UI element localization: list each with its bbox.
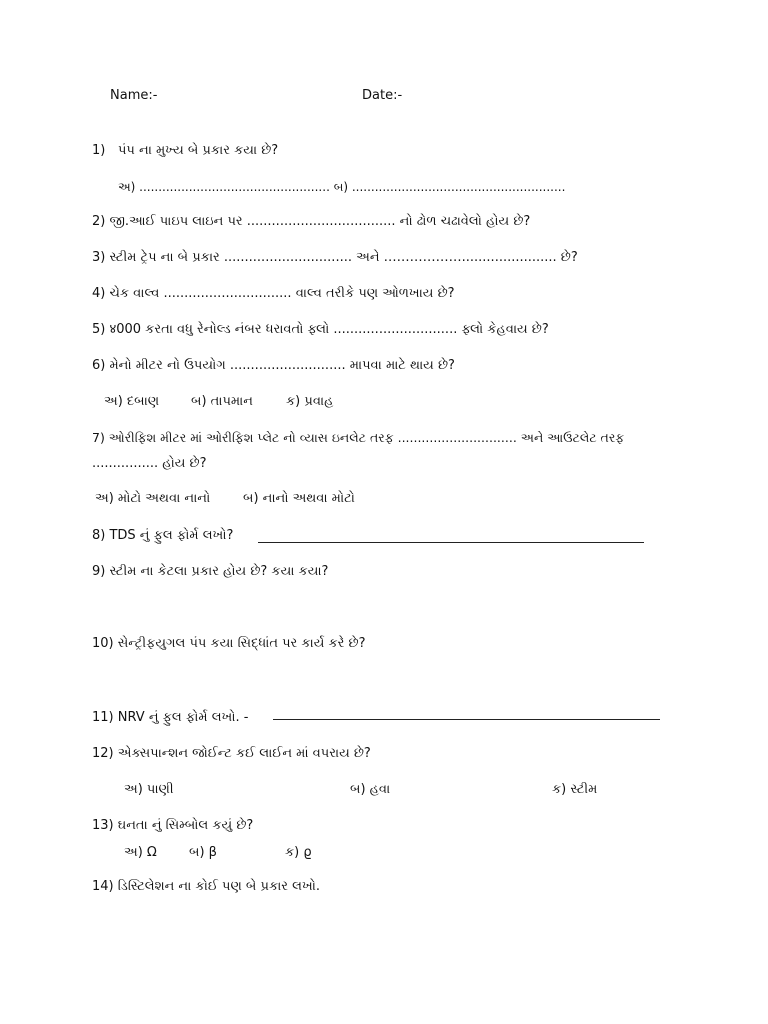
question-12-option-c: ક) સ્ટીમ — [552, 782, 598, 797]
question-10-text: 10) સેન્ટ્રીફયુગલ પંપ કયા સિદ્ધાંત પર કાર્ય કરે છે? — [92, 636, 366, 651]
name-label: Name:- — [110, 88, 158, 103]
question-8-text: 8) TDS નું ફુલ ફોર્મ લખો? — [92, 528, 234, 543]
question-13-option-b: બ) β — [189, 845, 217, 860]
question-8-answer-line — [258, 542, 644, 543]
question-5-text: 5) ४000 કરતા વધુ રેનોલ્ડ નંબર ધરાવતો ફ્લો .............................. ફ્લો કેહવાય છે? — [92, 322, 549, 337]
question-7-text-line-1: 7) ઓરીફિશ મીટર માં ઓરીફિશ પ્લેટ નો વ્યાસ ઇનલેટ તરફ .............................. અને આઉટલેટ તરફ — [92, 430, 625, 445]
question-11-text: 11) NRV નું ફુલ ફોર્મ લખો. - — [92, 710, 249, 725]
question-7-text-line-2: ................ હોય છે? — [92, 456, 207, 471]
question-2-text: 2) જી.આઈ પાઇપ લાઇન પર .................................... નો ઢોળ ચઢાવેલો હોય છે? — [92, 214, 531, 229]
question-9-text: 9) સ્ટીમ ના કેટલા પ્રકાર હોય છે? કયા કયા? — [92, 564, 329, 579]
question-6-option-c: ક) પ્રવાહ — [286, 394, 334, 409]
question-7-option-a: અ) મોટો અથવા નાનો — [95, 491, 211, 506]
question-6-text: 6) મેનો મીટર નો ઉપયોગ ............................ માપવા માટે થાય છે? — [92, 358, 455, 373]
question-1-options: અ) .................................................. બ) ........................................................ — [118, 180, 566, 194]
question-4-text: 4) ચેક વાલ્વ ............................... વાલ્વ તરીકે પણ ઓળખાય છે? — [92, 286, 455, 301]
question-1-number: 1) — [92, 143, 106, 158]
question-13-option-c: ક) ϱ — [285, 845, 312, 860]
question-3-text: 3) સ્ટીમ ટ્રેપ ના બે પ્રકાર ............................... અને ………………....................... છે? — [92, 250, 578, 265]
question-12-text: 12) એક્સપાન્શન જોઈન્ટ કઈ લાઈન માં વપરાય છે? — [92, 746, 371, 761]
question-6-option-a: અ) દબાણ — [104, 394, 160, 409]
question-1-text: પંપ ના મુખ્ય બે પ્રકાર કયા છે? — [118, 143, 279, 158]
question-7-option-b: બ) નાનો અથવા મોટો — [243, 491, 355, 506]
question-13-option-a: અ) Ω — [124, 845, 157, 860]
date-label: Date:- — [362, 88, 403, 103]
question-12-option-b: બ) હવા — [350, 782, 391, 797]
question-12-option-a: અ) પાણી — [124, 782, 174, 797]
question-11-answer-line — [273, 719, 660, 720]
question-13-text: 13) ઘનતા નું સિમ્બોલ કયું છે? — [92, 818, 254, 833]
question-14-text: 14) ડિસ્ટિલેશન ના કોઈ પણ બે પ્રકાર લખો. — [92, 879, 321, 894]
question-6-option-b: બ) તાપમાન — [191, 394, 253, 409]
